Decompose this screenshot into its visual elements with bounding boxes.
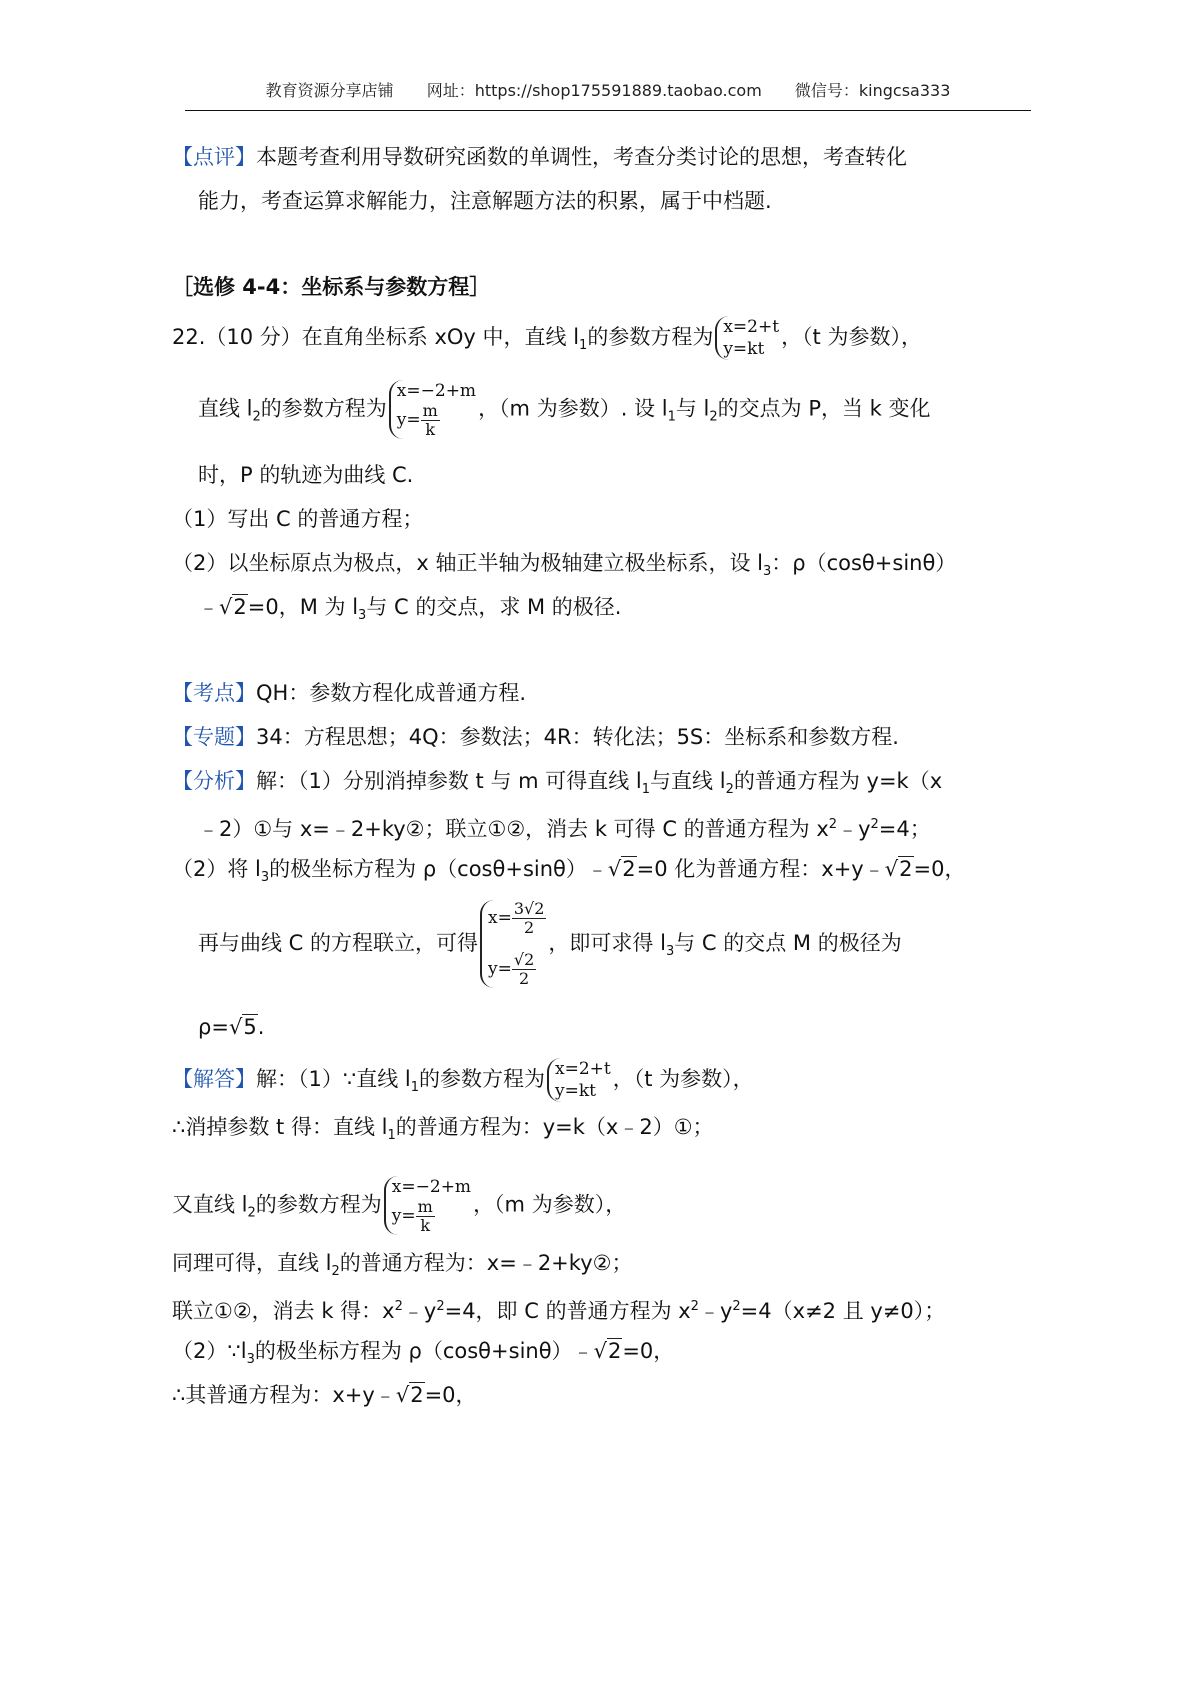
jieda-tag: 【解答】 xyxy=(172,1067,256,1091)
jieda-line-1: 【解答】解：（1）∵直线 $l_1$的参数方程为 x=2+t y=kt ，（t 为参数）， xyxy=(172,1059,754,1101)
jieda-line-4: 同理可得，直线 $l_2$的普通方程为：x=﹣2+ky②； xyxy=(172,1251,633,1280)
review-line-2: 能力，考查运算求解能力，注意解题方法的积累，属于中档题. xyxy=(198,189,772,213)
fenxi-line-3: （2）将 $l_3$的极坐标方程为 ρ（cosθ+sinθ）﹣√2=0 化为普通方程：x+y﹣√2=0， xyxy=(172,857,966,886)
header-divider xyxy=(185,110,1031,111)
solution-system: x= $\frac{3√2}{2}$ y= $\frac{√2}{2}$ xyxy=(480,900,546,988)
fenxi-line-5: ρ=√5. xyxy=(198,1015,265,1039)
page-header xyxy=(185,78,1031,101)
shop-name: 教育资源分享店铺 xyxy=(265,81,394,100)
review-tag: 【点评】 xyxy=(172,145,256,169)
jieda-line-6: $(2)\because l_3$的极坐标方程为 ρ（cosθ+sinθ）﹣√2=0， xyxy=(172,1339,675,1368)
review-line-1: 【点评】本题考查利用导数研究函数的单调性，考查分类讨论的思想，考查转化 xyxy=(172,145,907,169)
problem-line-2: 直线 $l_2$的参数方程为 x=−2+m y= $\frac{m}{k}$ ，（m 为参数）. 设 $l_1$与 $l_2$的交点为 P，当 k 变化 xyxy=(198,381,931,439)
l2-param-system: x=−2+m y= $\frac{m}{k}$ xyxy=(389,380,476,439)
l1-param-system: x=2+t y=kt xyxy=(715,316,779,360)
kaodian-tag: 【考点】 xyxy=(172,681,256,705)
jieda-line-5: 联立①②，消去 k 得：$x^2﹣y^2=4$，即 C 的普通方程为 $x^2﹣y^2=4(x\ne 2$ 且 y≠0）； xyxy=(172,1299,946,1323)
problem-line-3: 时，P 的轨迹为曲线 C. xyxy=(198,463,414,487)
fenxi-line-4: 再与曲线 C 的方程联立，可得 x= $\frac{3√2}{2}$ y= $\frac{√2}{2}$ ，即可求得 $l_3$与 C 的交点 M 的极径为 xyxy=(198,899,902,988)
kaodian-line: 【考点】QH：参数方程化成普通方程. xyxy=(172,681,526,705)
question-2-line-2: ﹣√2=0，M 为 $l_3$与 C 的交点，求 M 的极径. xyxy=(198,595,622,624)
fenxi-line-2: ﹣2）①与 x=﹣2+ky②；联立①②，消去 k 可得 C 的普通方程为 $x^2﹣y^2=4$； xyxy=(198,817,931,841)
shop-url[interactable]: 网址：https://shop175591889.taobao.com xyxy=(426,81,762,100)
zhuanti-line: 【专题】34：方程思想；4Q：参数法；4R：转化法；5S：坐标系和参数方程. xyxy=(172,725,899,749)
jieda-l1-system: x=2+t y=kt xyxy=(547,1058,611,1102)
question-2-line-1: （2）以坐标原点为极点，x 轴正半轴为极轴建立极坐标系，设 $l_3$：ρ（cosθ+sinθ） xyxy=(172,551,957,580)
zhuanti-tag: 【专题】 xyxy=(172,725,256,749)
question-1: （1）写出 C 的普通方程； xyxy=(172,507,424,531)
fenxi-line-1: 【分析】解：（1）分别消掉参数 t 与 m 可得直线 $l_1$与直线 $l_2$的普通方程为 y=k（x xyxy=(172,769,943,798)
fenxi-tag: 【分析】 xyxy=(172,769,256,793)
problem-line-1: 22.（10 分）在直角坐标系 xOy 中，直线 $l_1$的参数方程为 x=2+t y=kt ，（t 为参数）， xyxy=(172,317,922,359)
jieda-l2-system: x=−2+m y= $\frac{m}{k}$ xyxy=(384,1176,471,1235)
jieda-line-2: ∴消掉参数 t 得：直线 $l_1$的普通方程为：y=k（x﹣2）①； xyxy=(172,1115,714,1144)
jieda-line-3: 又直线 $l_2$的参数方程为 x=−2+m y= $\frac{m}{k}$ ，（m 为参数）， xyxy=(172,1177,627,1235)
jieda-line-7: ∴其普通方程为：x+y﹣√2=0， xyxy=(172,1383,477,1407)
wechat-id: 微信号：kingcsa333 xyxy=(794,81,951,100)
section-title: ［选修 4-4：坐标系与参数方程］ xyxy=(172,275,491,299)
